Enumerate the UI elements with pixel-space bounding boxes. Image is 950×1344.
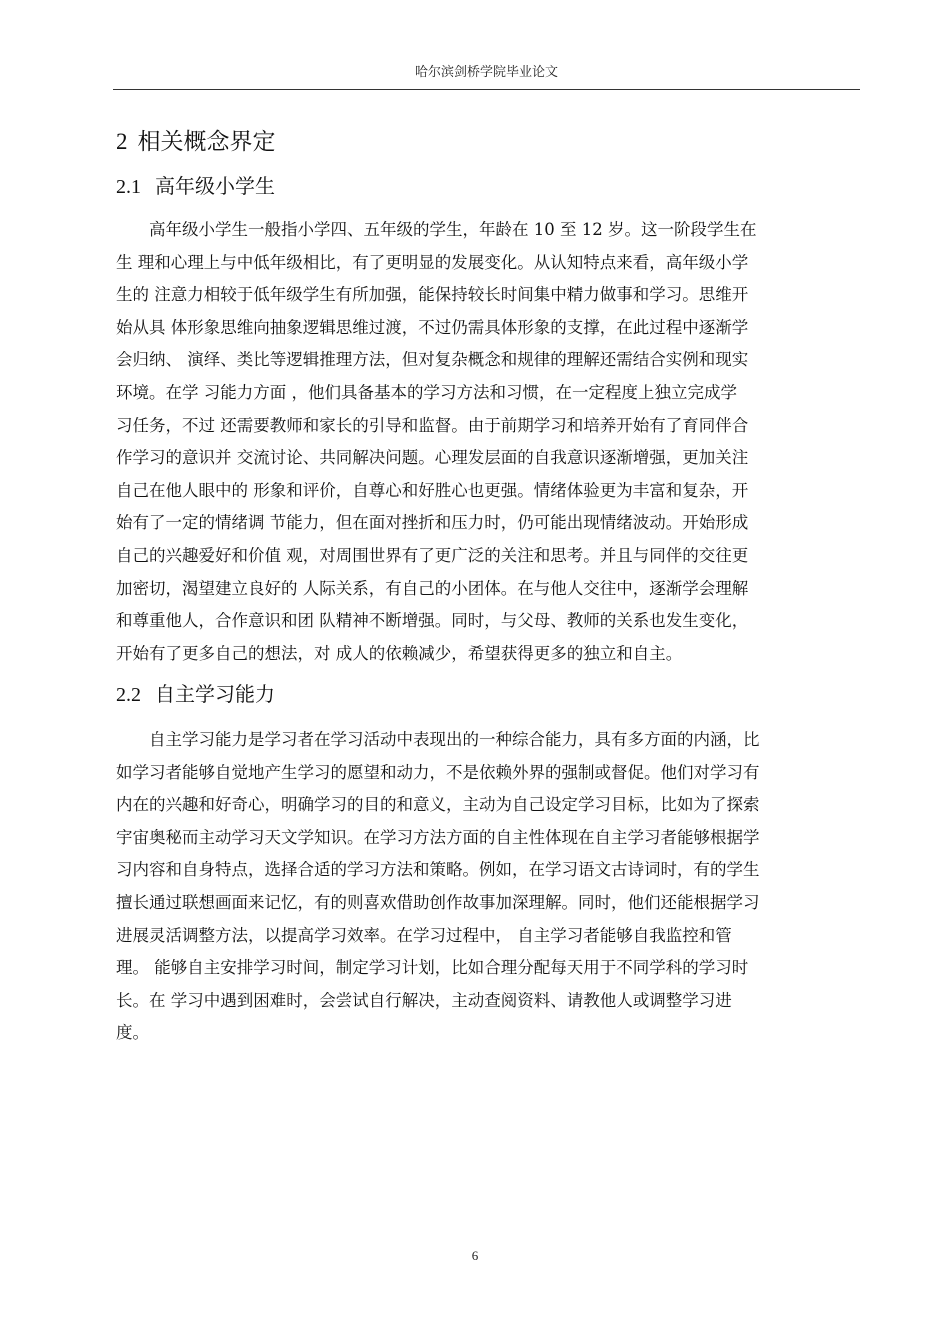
paragraph-line: 加密切，渴望建立良好的 人际关系，有自己的小团体。在与他人交往中，逐渐学会理解 bbox=[116, 578, 749, 598]
paragraph-line: 自己的兴趣爱好和价值 观，对周围世界有了更广泛的关注和思考。并且与同伴的交往更 bbox=[116, 545, 749, 565]
paragraph-line: 擅长通过联想画面来记忆，有的则喜欢借助创作故事加深理解。同时，他们还能根据学习 bbox=[116, 892, 760, 912]
paragraph-line: 生 理和心理上与中低年级相比，有了更明显的发展变化。从认知特点来看，高年级小学 bbox=[116, 252, 749, 272]
section-heading-2-1 bbox=[116, 172, 275, 201]
paragraph-line: 习任务，不过 还需要教师和家长的引导和监督。由于前期学习和培养开始有了育同伴合 bbox=[116, 415, 749, 435]
paragraph-line: 高年级小学生一般指小学四、五年级的学生，年龄在 10 至 12 岁。这一阶段学生在 bbox=[116, 220, 757, 239]
section-number: 2.2 bbox=[116, 684, 141, 706]
paragraph-line: 会归纳、 演绎、类比等逻辑推理方法，但对复杂概念和规律的理解还需结合实例和现实 bbox=[116, 350, 749, 370]
chapter-heading bbox=[116, 127, 276, 157]
chapter-number: 2 bbox=[116, 129, 128, 154]
paragraph-line: 度。 bbox=[116, 1023, 149, 1043]
paragraph-line: 环境。在学 习能力方面 ，他们具备基本的学习方法和习惯，在一定程度上独立完成学 bbox=[116, 382, 737, 402]
paragraph-line: 进展灵活调整方法，以提高学习效率。在学习过程中， 自主学习者能够自我监控和管 bbox=[116, 925, 732, 945]
paragraph-line: 始有了一定的情绪调 节能力，但在面对挫折和压力时，仍可能出现情绪波动。开始形成 bbox=[116, 513, 749, 533]
paragraph-line: 自主学习能力是学习者在学习活动中表现出的一种综合能力，具有多方面的内涵，比 bbox=[116, 730, 760, 749]
page-number: 6 bbox=[471, 1248, 479, 1263]
paragraph-line: 宇宙奥秘而主动学习天文学知识。在学习方法方面的自主性体现在自主学习者能够根据学 bbox=[116, 827, 760, 847]
paragraph-line: 理。 能够自主安排学习时间，制定学习计划，比如合理分配每天用于不同学科的学习时 bbox=[116, 958, 749, 978]
paragraph-line: 开始有了更多自己的想法，对 成人的依赖减少，希望获得更多的独立和自主。 bbox=[116, 643, 683, 663]
section-2-2-paragraph bbox=[116, 724, 876, 1050]
page-header bbox=[113, 64, 860, 90]
paragraph-line: 和尊重他人，合作意识和团 队精神不断增强。同时，与父母、教师的关系也发生变化， bbox=[116, 611, 749, 631]
paragraph-line: 生的 注意力相较于低年级学生有所加强，能保持较长时间集中精力做事和学习。思维开 bbox=[116, 285, 749, 305]
paragraph-line: 作学习的意识并 交流讨论、共同解决问题。心理发层面的自我意识逐渐增强，更加关注 bbox=[116, 448, 749, 468]
paragraph-line: 内在的兴趣和好奇心，明确学习的目的和意义，主动为自己设定学习目标，比如为了探索 bbox=[116, 795, 760, 815]
chapter-title: 相关概念界定 bbox=[137, 129, 276, 155]
section-heading-2-2 bbox=[116, 680, 275, 709]
section-2-1-paragraph bbox=[116, 214, 876, 670]
paragraph-line: 习内容和自身特点，选择合适的学习方法和策略。例如，在学习语文古诗词时，有的学生 bbox=[116, 860, 760, 880]
paragraph-line: 自己在他人眼中的 形象和评价，自尊心和好胜心也更强。情绪体验更为丰富和复杂，开 bbox=[116, 480, 749, 500]
section-title: 高年级小学生 bbox=[155, 174, 275, 198]
section-title: 自主学习能力 bbox=[155, 682, 275, 706]
section-number: 2.1 bbox=[116, 176, 141, 198]
paragraph-line: 如学习者能够自觉地产生学习的愿望和动力，不是依赖外界的强制或督促。他们对学习有 bbox=[116, 762, 760, 782]
header-title: 哈尔滨剑桥学院毕业论文 bbox=[414, 65, 558, 80]
paragraph-line: 长。在 学习中遇到困难时，会尝试自行解决，主动查阅资料、请教他人或调整学习进 bbox=[116, 990, 732, 1010]
paragraph-line: 始从具 体形象思维向抽象逻辑思维过渡，不过仍需具体形象的支撑，在此过程中逐渐学 bbox=[116, 317, 749, 337]
